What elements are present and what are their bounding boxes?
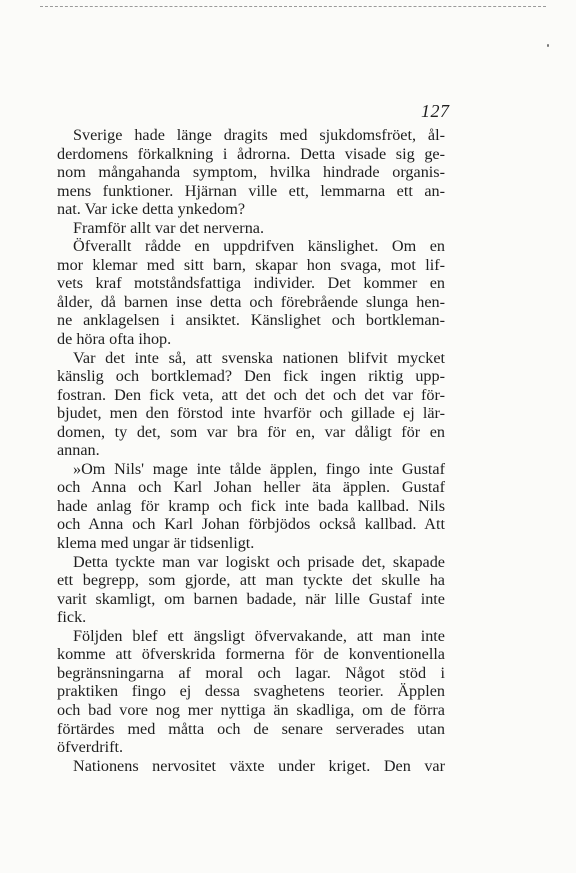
text-line: ne anklagelsen i ansiktet. Känslighet och bortkleman- bbox=[57, 311, 445, 330]
text-line: praktiken fingo ej dessa svaghetens teorier. Äpplen bbox=[57, 682, 445, 701]
text-line: fick. bbox=[57, 608, 87, 627]
text-line: nat. Var icke detta ynkedom? bbox=[57, 200, 246, 219]
text-line: nom mångahanda symptom, hvilka hindrade organis- bbox=[57, 163, 445, 182]
text-line: Följden blef ett ängsligt öfvervakande, att man inte bbox=[73, 626, 445, 645]
text-line: klema med ungar är tidsenligt. bbox=[57, 534, 255, 553]
text-line: fostran. Den fick veta, att det och det och det var för- bbox=[57, 385, 445, 404]
page-number: 127 bbox=[421, 101, 450, 121]
text-line: varit skamligt, om barnen badade, när lille Gustaf inte bbox=[57, 589, 445, 608]
text-line: hade anlag för kramp och fick inte bada kallbad. Nils bbox=[57, 496, 445, 515]
print-speck bbox=[547, 44, 549, 47]
text-line: Sverige hade länge dragits med sjukdomsfröet, ål- bbox=[73, 126, 445, 144]
text-line: Framför allt var det nerverna. bbox=[73, 218, 265, 237]
text-line: de höra ofta ihop. bbox=[57, 330, 172, 349]
text-line: mens funktioner. Hjärnan ville ett, lemmarna ett an- bbox=[57, 181, 445, 200]
text-line: och bad vore nog mer nyttiga än skadliga, om de förra bbox=[57, 700, 445, 719]
text-line: domen, ty det, som var bra för en, var dåligt för en bbox=[57, 422, 445, 441]
text-line: »Om Nils' mage inte tålde äpplen, fingo inte Gustaf bbox=[73, 459, 445, 478]
text-line: Öfverallt rådde en uppdrifven känslighet. Om en bbox=[73, 237, 445, 256]
text-line: komme att öfverskrida formerna för de konventionella bbox=[57, 645, 445, 664]
body-text bbox=[57, 126, 445, 775]
text-line: Nationens nervositet växte under kriget. Den var bbox=[73, 756, 445, 775]
text-line: mor klemar med sitt barn, skapar hon svaga, mot lif- bbox=[57, 255, 445, 274]
top-edge-rule bbox=[40, 6, 546, 7]
text-line: vets kraf motståndsfattiga individer. Det kommer en bbox=[57, 274, 445, 293]
text-line: annan. bbox=[57, 441, 100, 460]
text-line: förtärdes med måtta och de senare serverades utan bbox=[57, 719, 445, 738]
text-line: öfverdrift. bbox=[57, 738, 124, 757]
text-line: begränsningarna af moral och lagar. Något stöd i bbox=[57, 663, 445, 682]
text-line: bjudet, men den förstod inte hvarför och gillade ej lär- bbox=[57, 404, 445, 423]
text-line: Var det inte så, att svenska nationen blifvit mycket bbox=[73, 348, 445, 367]
text-line: Detta tyckte man var logiskt och prisade det, skapade bbox=[73, 552, 445, 571]
text-line: ålder, då barnen inse detta och förebrående slunga hen- bbox=[57, 292, 445, 311]
text-line: och Anna och Karl Johan förbjödos också kallbad. Att bbox=[57, 515, 445, 534]
text-line: ett begrepp, som gjorde, att man tyckte det skulle ha bbox=[57, 571, 445, 590]
text-line: känslig och bortklemad? Den fick ingen riktig upp- bbox=[57, 367, 445, 386]
text-line: derdomens förkalkning i ådrorna. Detta visade sig ge- bbox=[57, 144, 445, 163]
text-line: och Anna och Karl Johan heller äta äpplen. Gustaf bbox=[57, 478, 445, 497]
